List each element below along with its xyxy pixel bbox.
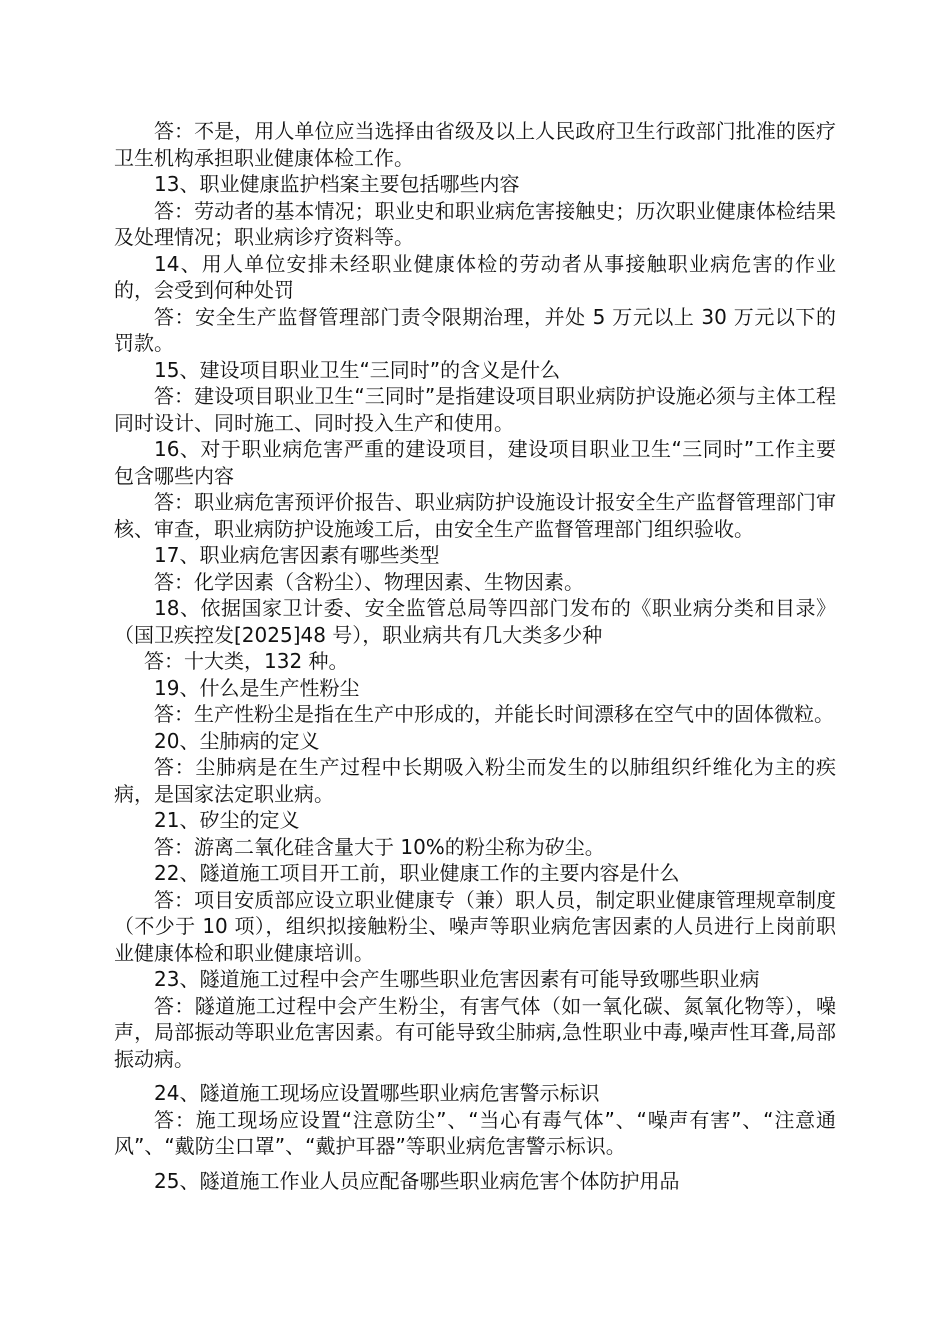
document-body — [114, 118, 836, 1194]
answer-paragraph: 答：劳动者的基本情况；职业史和职业病危害接触史；历次职业健康体检结果及处理情况；职业病诊疗资料等。 — [114, 198, 836, 249]
question-paragraph: 23、隧道施工过程中会产生哪些职业危害因素有可能导致哪些职业病 — [154, 967, 760, 991]
question-paragraph: 20、尘肺病的定义 — [154, 728, 320, 753]
question-paragraph: 15、建设项目职业卫生“三同时”的含义是什么 — [154, 357, 561, 382]
answer-paragraph: 答：游离二氧化硅含量大于 10%的粉尘称为矽尘。 — [154, 834, 605, 859]
paragraph-spacer — [114, 1160, 836, 1168]
answer-paragraph: 答：职业病危害预评价报告、职业病防护设施设计报安全生产监督管理部门审核、审查，职业病防护设施竣工后，由安全生产监督管理部门组织验收。 — [114, 490, 836, 541]
paragraph-spacer — [114, 1072, 836, 1080]
question-paragraph: 25、隧道施工作业人员应配备哪些职业病危害个体防护用品 — [154, 1168, 680, 1193]
question-paragraph: 21、矽尘的定义 — [154, 808, 300, 832]
answer-paragraph: 答：十大类，132 种。 — [144, 649, 349, 673]
answer-paragraph: 答：隧道施工过程中会产生粉尘，有害气体（如一氧化碳、氮氧化物等），噪声，局部振动等职业危害因素。有可能导致尘肺病,急性职业中毒,噪声性耳聋,局部振动病。 — [114, 993, 836, 1071]
answer-paragraph: 答：生产性粉尘是指在生产中形成的，并能长时间漂移在空气中的固体微粒。 — [154, 702, 834, 726]
answer-paragraph: 答：尘肺病是在生产过程中长期吸入粉尘而发生的以肺组织纤维化为主的疾病，是国家法定职业病。 — [114, 755, 836, 806]
question-paragraph: 16、对于职业病危害严重的建设项目，建设项目职业卫生“三同时”工作主要包含哪些内容 — [114, 437, 836, 488]
question-paragraph: 22、隧道施工项目开工前，职业健康工作的主要内容是什么 — [154, 861, 680, 885]
question-paragraph: 14、用人单位安排未经职业健康体检的劳动者从事接触职业病危害的作业的，会受到何种处罚 — [114, 251, 836, 302]
answer-paragraph: 答：施工现场应设置“注意防尘”、“当心有毒气体”、“噪声有害”、“注意通风”、“戴防尘口罩”、“戴护耳器”等职业病危害警示标识。 — [114, 1107, 836, 1158]
question-paragraph: 24、隧道施工现场应设置哪些职业病危害警示标识 — [154, 1081, 600, 1105]
answer-paragraph: 答：化学因素（含粉尘）、物理因素、生物因素。 — [154, 569, 584, 594]
question-paragraph: 13、职业健康监护档案主要包括哪些内容 — [154, 172, 520, 196]
answer-paragraph: 答：建设项目职业卫生“三同时”是指建设项目职业病防护设施必须与主体工程同时设计、同时施工、同时投入生产和使用。 — [114, 384, 836, 435]
question-paragraph: 17、职业病危害因素有哪些类型 — [154, 543, 440, 567]
question-paragraph: 18、依据国家卫计委、安全监管总局等四部门发布的《职业病分类和目录》（国卫疾控发[2025]48 号），职业病共有几大类多少种 — [114, 596, 836, 647]
answer-paragraph: 答：项目安质部应设立职业健康专（兼）职人员，制定职业健康管理规章制度（不少于 10 项），组织拟接触粉尘、噪声等职业病危害因素的人员进行上岗前职业健康体检和职业健康培训。 — [114, 887, 836, 965]
question-paragraph: 19、什么是生产性粉尘 — [154, 675, 360, 700]
answer-paragraph: 答：不是，用人单位应当选择由省级及以上人民政府卫生行政部门批准的医疗卫生机构承担职业健康体检工作。 — [114, 119, 836, 170]
answer-paragraph: 答：安全生产监督管理部门责令限期治理，并处 5 万元以上 30 万元以下的罚款。 — [114, 304, 836, 355]
